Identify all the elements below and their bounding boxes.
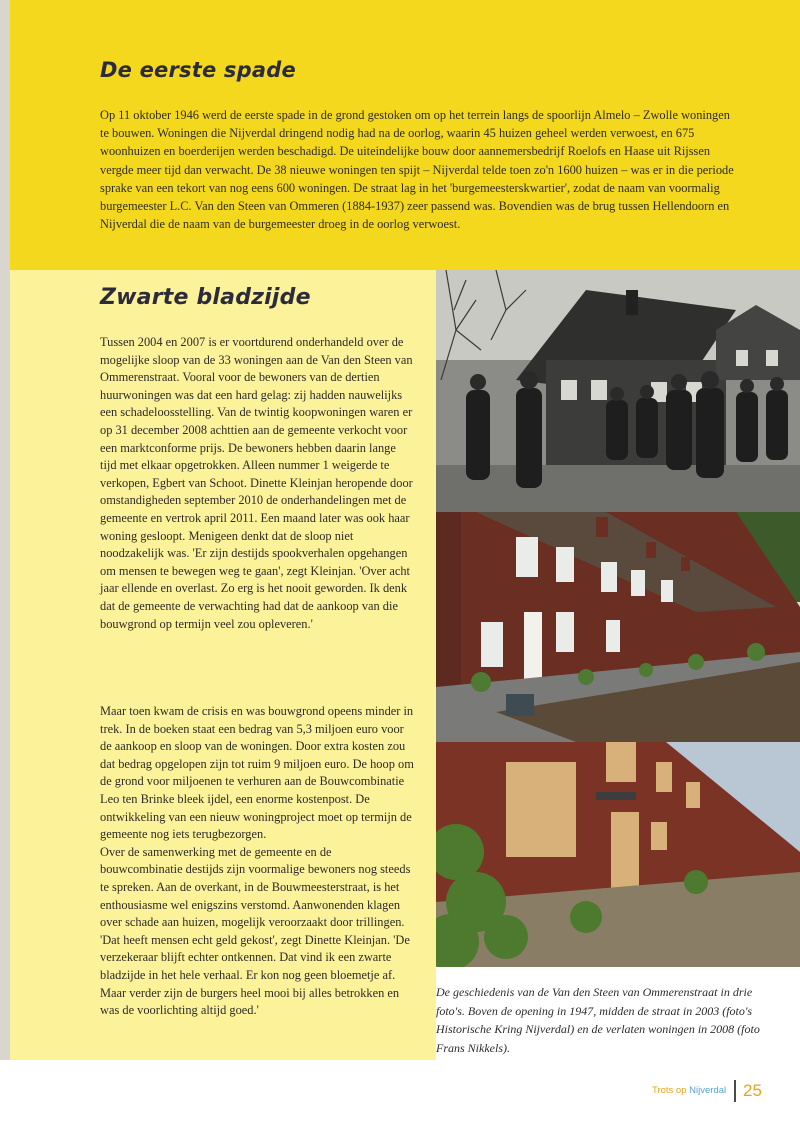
section-title-zwarte-bladzijde: Zwarte bladzijde — [100, 285, 311, 310]
photo-caption: De geschiedenis van de Van den Steen van Ommerenstraat in drie foto's. Boven de opening in 1947, midden de straat in 2003 (foto's Historische Kring Nijverdal) en de verlaten woningen in 2008 (foto Frans Nikkels). — [436, 985, 760, 1055]
brand-part-2: Nijverdal — [689, 1085, 727, 1096]
article-column-part1 — [100, 334, 414, 633]
photo-abandoned-2008 — [436, 742, 800, 967]
article-paragraph: Tussen 2004 en 2007 is er voortdurend onderhandeld over de mogelijke sloop van de 33 woningen aan de Van den Steen van Ommerenstraat. Vooral voor de bewoners van de dertien huurwoningen was dat een hard gelag: zij hadden nauwelijks een schadeloosstelling. Van de twintig koopwoningen waren er op 31 december 2008 achttien aan de gemeente verkocht voor een marktconforme prijs. De bewoners hebben daarin lange tijd met elkaar opgetrokken. Alleen nummer 1 weigerde te verkopen, Egbert van Schoot. Dinette Kleinjan heropende door omstandigheden september 2010 de onderhandelingen met de gemeente en vertrok april 2011. Een maand later was ook haar woning gesloopt. Menigeen denkt dat de sloop niet noodzakelijk was. 'Er zijn destijds spookverhalen opgehangen om mensen te bewegen weg te gaan', zegt Kleinjan. 'Over acht jaar ellende en overlast. Zo erg is het nooit geworden. Ik denk dat de gemeente de verwachting had dat de aankoop van die bouwgrond op termijn veel zou opleveren.' — [100, 335, 413, 631]
section-body-eerste-spade: Op 11 oktober 1946 werd de eerste spade in de grond gestoken om op het terrein langs de spoorlijn Almelo – Zwolle woningen te bouwen. Woningen die Nijverdal dringend nodig had na de oorlog, waarin 45 huizen geheel werden verwoest, en 675 woonhuizen en boerderijen werden beschadigd. De uiteindelijke bouw door aannemersbedrijf Roelofs en Haase uit Rijssen vergde meer tijd dan verwacht. De 38 nieuwe woningen ten spijt – Nijverdal telde toen zo'n 1600 huizen – was er in die periode sprake van een tekort van nog eens 600 woningen. De straat lag in het 'burgemeesterskwartier', zodat de naam van voormalig burgemeester L.C. Van den Steen van Ommeren (1884-1937) zeer passend was. Bovendien was de brug tussen Hellendoorn en Nijverdal die de naam van de burgemeester droeg in de oorlog verwoest. — [100, 108, 734, 232]
photo-street-2003 — [436, 512, 800, 742]
article-column-part2 — [100, 703, 414, 1020]
page-number: 25 — [743, 1081, 762, 1100]
article-paragraph: Maar toen kwam de crisis en was bouwgrond opeens minder in trek. In de boeken staat een bedrag van 5,3 miljoen euro voor de aankoop en sloop van de woningen. Door extra kosten zou dat bedrag opgelopen zijn tot ruim 9 miljoen euro. De hoop om de grond voor miljoenen te verhuren aan de Bouwcombinatie Leo ten Brinke bleek ijdel, een enorme kostenpost. De ontwikkeling van een nieuw woningproject moet op termijn de gemeente nog iets terugbezorgen. — [100, 704, 414, 842]
photo-opening-1947 — [436, 270, 800, 512]
page-edge-strip — [0, 0, 10, 1060]
footer-divider — [734, 1080, 736, 1102]
magazine-brand — [652, 1085, 726, 1096]
article-paragraph: Over de samenwerking met de gemeente en de bouwcombinatie destijds zijn voormalige bewoners nog steeds te spreken. Aan de overkant, in de Bouwmeesterstraat, is het enthousiasme wel enigszins verstomd. Aanwonenden klagen over schade aan huizen, mogelijk veroorzaakt door trillingen. 'Dat heeft mensen echt geld gekost', zegt Dinette Kleinjan. 'De verzekeraar blijft echter ontkennen. Dat vind ik een zwarte bladzijde in het hele verhaal. Er kon nog geen bloemetje af. Maar verder zijn de burgers heel mooi bij alles betrokken en was de voorlichting altijd goed.' — [100, 844, 411, 1018]
brand-part-1: Trots op — [652, 1085, 690, 1096]
section-title-eerste-spade: De eerste spade — [100, 58, 296, 82]
page-footer — [620, 1080, 780, 1104]
